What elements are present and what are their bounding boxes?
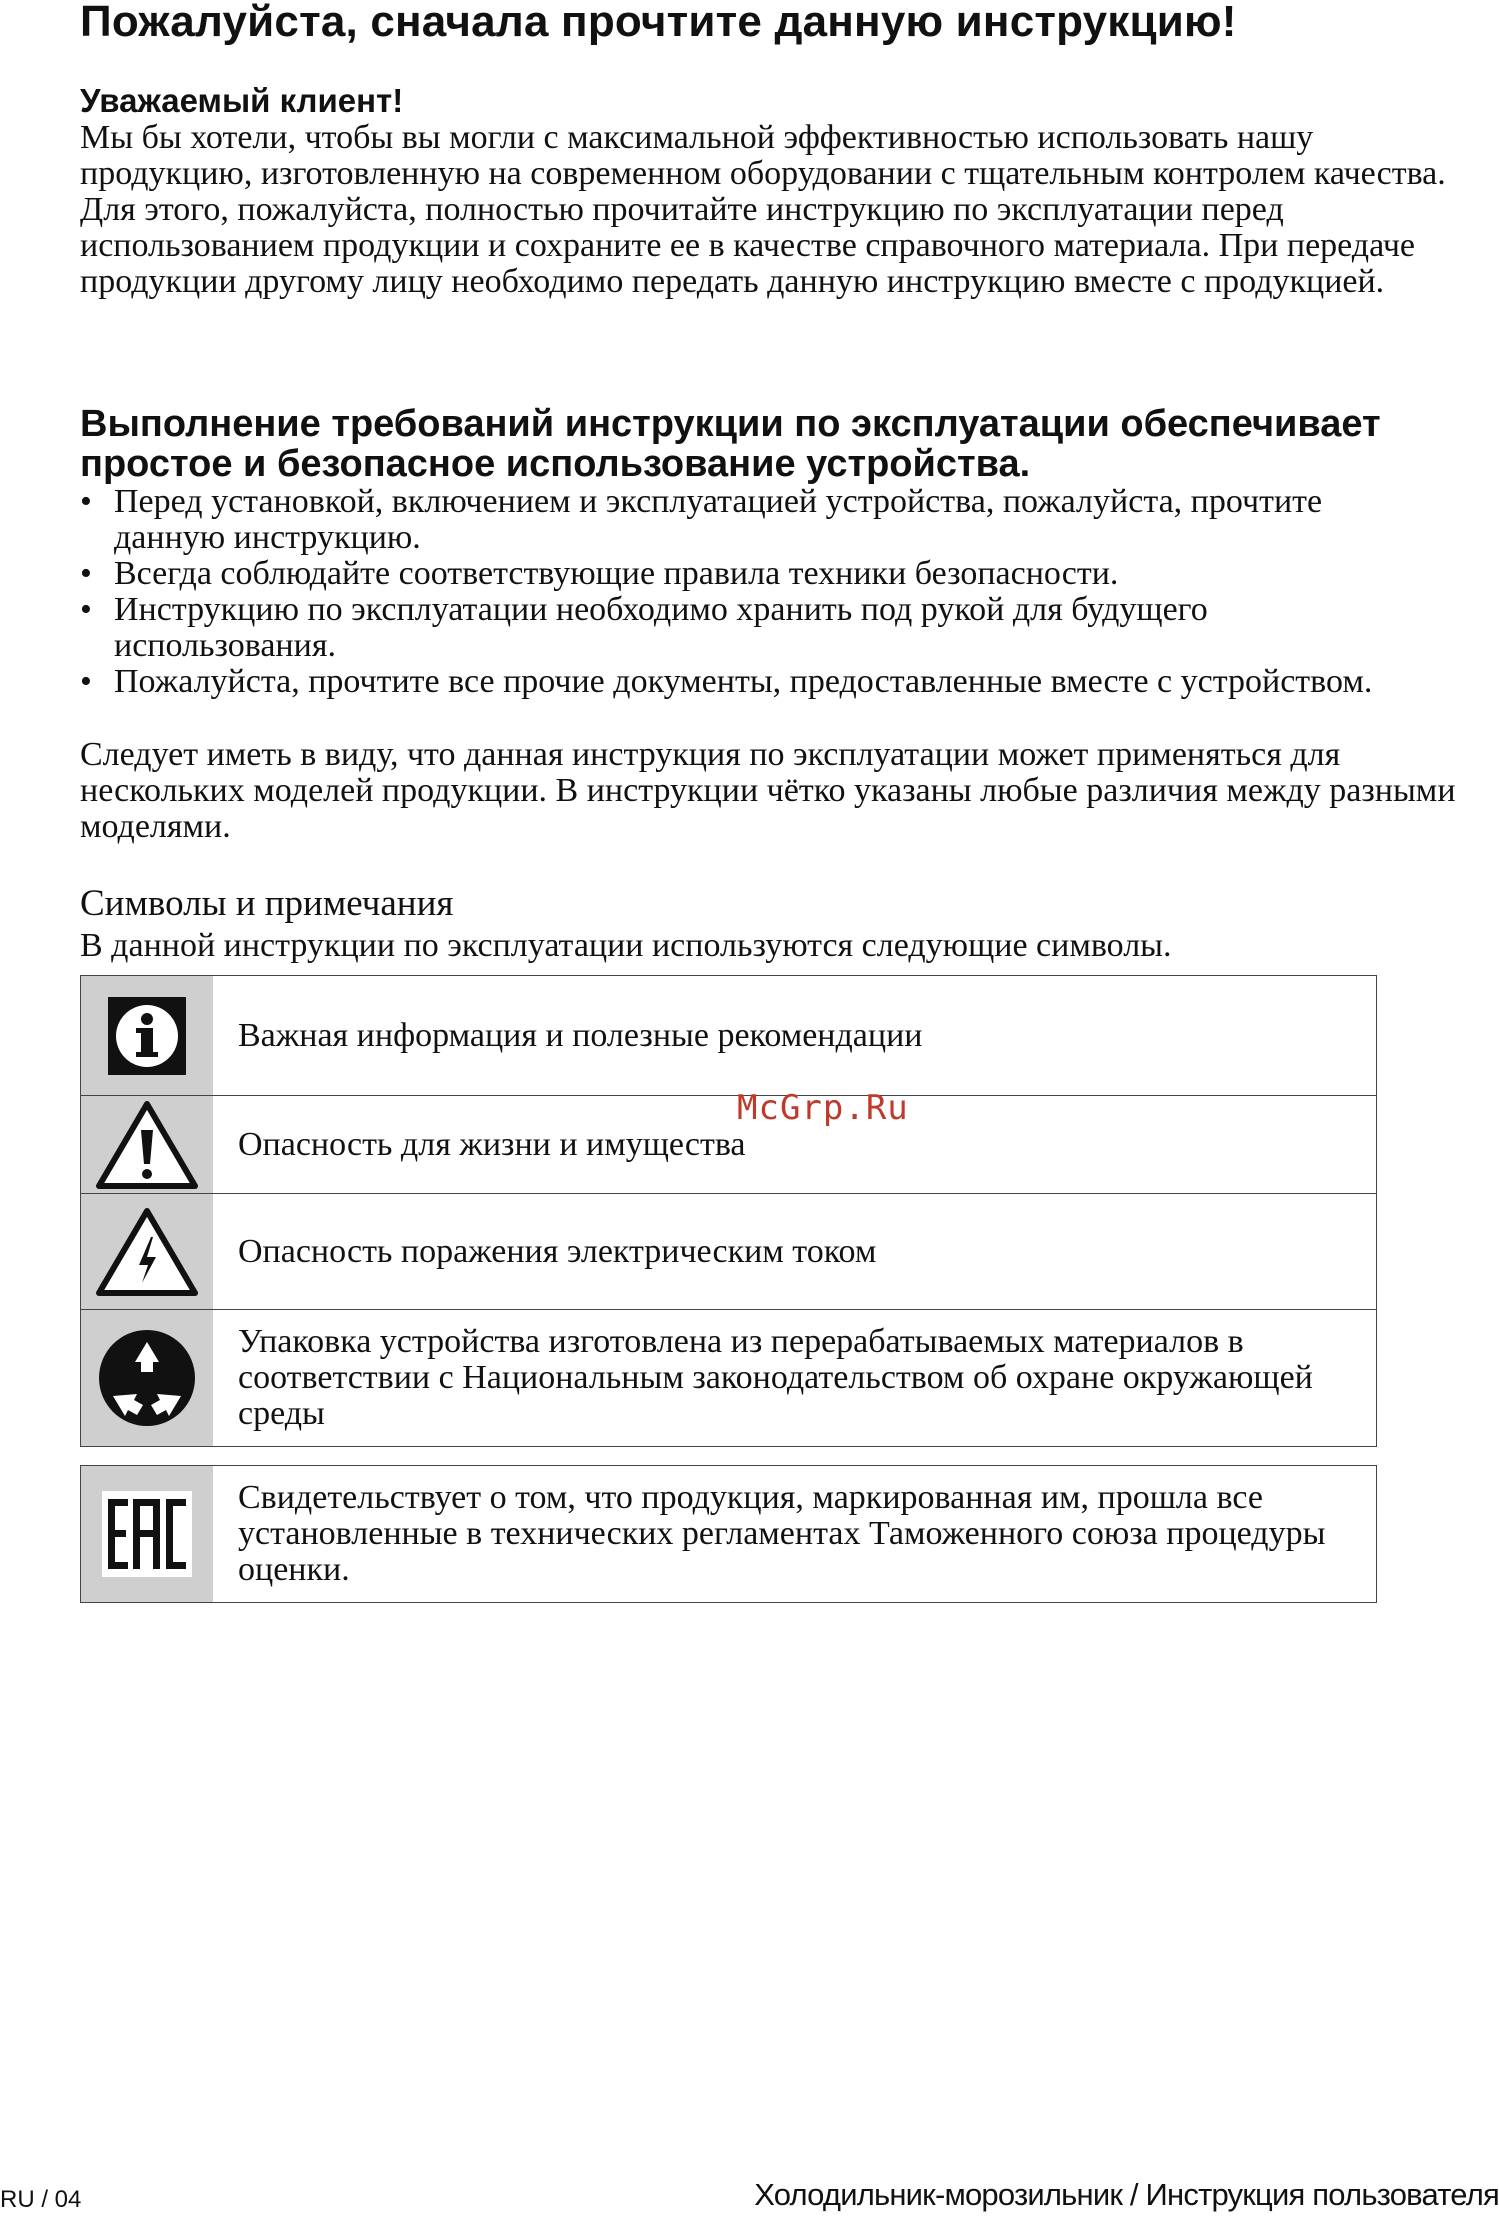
greeting-heading: Уважаемый клиент! [80, 82, 404, 119]
list-item [80, 664, 1400, 700]
rules-list [80, 484, 1400, 700]
table-row [81, 976, 1376, 1096]
intro-section [80, 120, 1480, 300]
page-number: RU / 04 [0, 2186, 82, 2213]
list-item-text: Инструкцию по эксплуатации необходимо хранить под рукой для будущего использования. [114, 591, 1208, 664]
bullet-icon: • [80, 555, 92, 592]
table-row [81, 1466, 1376, 1602]
symbols-intro: В данной инструкции по эксплуатации используются следующие символы. [80, 927, 1172, 964]
list-item-text: Перед установкой, включением и эксплуатацией устройства, пожалуйста, прочтите данную инструкцию. [114, 483, 1323, 556]
intro-paragraph: Мы бы хотели, чтобы вы могли с максимальной эффективностью использовать нашу продукцию, изготовленную на современном оборудовании с тщательным контролем качества. [80, 119, 1446, 192]
table-row [81, 1310, 1376, 1446]
table-row [81, 1096, 1376, 1194]
models-note: Следует иметь в виду, что данная инструкция по эксплуатации может применяться для нескольких моделей продукции. В инструкции чётко указаны любые различия между разными моделями. [80, 736, 1456, 845]
page-title: Пожалуйста, сначала прочтите данную инструкцию! [80, 0, 1237, 46]
eac-table [80, 1465, 1377, 1603]
warning-icon [81, 1096, 213, 1193]
bullet-icon: • [80, 591, 92, 628]
bullet-icon: • [80, 483, 92, 520]
recycle-icon [81, 1310, 213, 1446]
requirements-heading: Выполнение требований инструкции по эксплуатации обеспечивает простое и безопасное использование устройства. [80, 403, 1381, 485]
symbol-description: Свидетельствует о том, что продукция, маркированная им, прошла все установленные в технических регламентах Таможенного союза процедуры оценки. [238, 1479, 1326, 1588]
list-item [80, 556, 1400, 592]
symbol-description: Важная информация и полезные рекомендации [238, 1016, 923, 1054]
symbol-description: Опасность поражения электрическим током [238, 1232, 877, 1270]
bullet-icon: • [80, 663, 92, 700]
watermark: McGrp.Ru [737, 1088, 909, 1128]
symbol-description: Опасность для жизни и имущества [238, 1125, 746, 1163]
list-item [80, 484, 1400, 556]
list-item [80, 592, 1400, 664]
symbol-description: Упаковка устройства изготовлена из перерабатываемых материалов в соответствии с Национальным законодательством об охране окружающей среды [238, 1323, 1313, 1432]
document-footer-title: Холодильник-морозильник / Инструкция пользователя [754, 2177, 1499, 2212]
intro-paragraph: Для этого, пожалуйста, полностью прочитайте инструкцию по эксплуатации перед использованием продукции и сохраните ее в качестве справочного материала. При передаче продукции другому лицу необходимо передать данную инструкцию вместе с продукцией. [80, 191, 1416, 300]
list-item-text: Всегда соблюдайте соответствующие правила техники безопасности. [114, 555, 1119, 592]
eac-icon [81, 1466, 213, 1602]
electric-shock-icon [81, 1194, 213, 1309]
info-icon [81, 976, 213, 1095]
table-row [81, 1194, 1376, 1310]
list-item-text: Пожалуйста, прочтите все прочие документы, предоставленные вместе с устройством. [114, 663, 1373, 700]
symbols-table [80, 975, 1377, 1447]
symbols-heading: Символы и примечания [80, 883, 454, 924]
